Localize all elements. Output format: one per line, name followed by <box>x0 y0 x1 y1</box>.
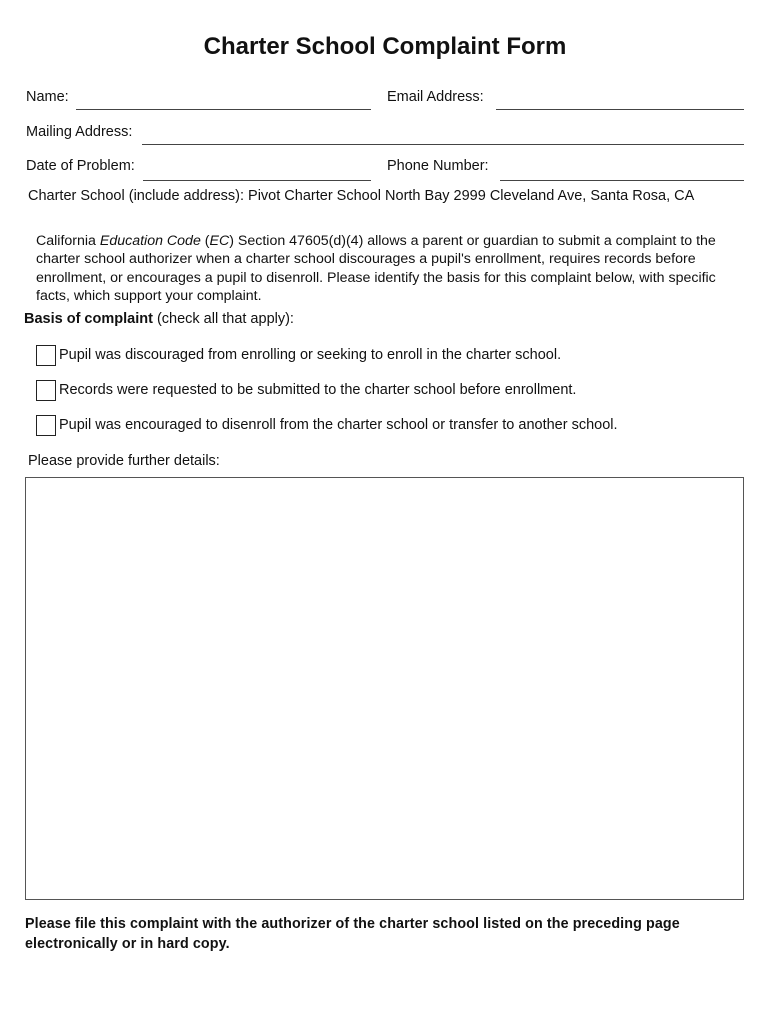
footer-instructions: Please file this complaint with the authorizer of the charter school listed on the preceding page electronically or in hard copy. <box>25 916 680 952</box>
email-label: Email Address: <box>387 89 484 105</box>
basis-heading-bold: Basis of complaint <box>24 311 153 327</box>
phone-number-label: Phone Number: <box>387 158 489 174</box>
basis-checkbox-records[interactable] <box>36 380 56 401</box>
form-title: Charter School Complaint Form <box>203 33 567 60</box>
details-textarea[interactable] <box>25 477 744 900</box>
education-code-abbr: EC <box>209 233 230 249</box>
education-code-name: Education Code <box>99 233 201 249</box>
basis-heading <box>24 311 294 327</box>
date-of-problem-field[interactable] <box>143 180 371 181</box>
basis-option-disenroll-label: Pupil was encouraged to disenroll from the charter school or transfer to another school. <box>59 417 618 433</box>
basis-checkbox-disenroll[interactable] <box>36 415 56 436</box>
charter-school-row <box>28 188 694 204</box>
basis-heading-note: (check all that apply): <box>152 311 294 327</box>
phone-number-field[interactable] <box>500 180 744 181</box>
date-of-problem-label: Date of Problem: <box>26 158 135 174</box>
mailing-address-field[interactable] <box>142 144 744 145</box>
intro-paragraph <box>36 232 746 306</box>
basis-checkbox-discouraged[interactable] <box>36 345 56 366</box>
charter-school-field[interactable]: Pivot Charter School North Bay 2999 Cleveland Ave, Santa Rosa, CA <box>248 188 695 204</box>
name-label: Name: <box>26 89 69 105</box>
basis-option-records-label: Records were requested to be submitted to the charter school before enrollment. <box>59 382 577 398</box>
basis-option-discouraged-label: Pupil was discouraged from enrolling or seeking to enroll in the charter school. <box>59 347 562 363</box>
details-label: Please provide further details: <box>28 453 220 469</box>
mailing-address-label: Mailing Address: <box>26 124 133 140</box>
charter-school-label: Charter School (include address): <box>28 188 244 204</box>
intro-prefix: California <box>36 233 100 249</box>
name-field[interactable] <box>76 109 371 110</box>
intro-paren-open: ( <box>200 233 210 249</box>
intro-rest: ) Section 47605(d)(4) allows a parent or guardian to submit a complaint to the charter school authorizer when a charter school discourages a pupil's enrollment, requires records before enrollment, or encourages a pupil to disenroll. Please identify the basis for this complaint below, with specific facts, which support your complaint. <box>36 233 716 305</box>
email-field[interactable] <box>496 109 744 110</box>
